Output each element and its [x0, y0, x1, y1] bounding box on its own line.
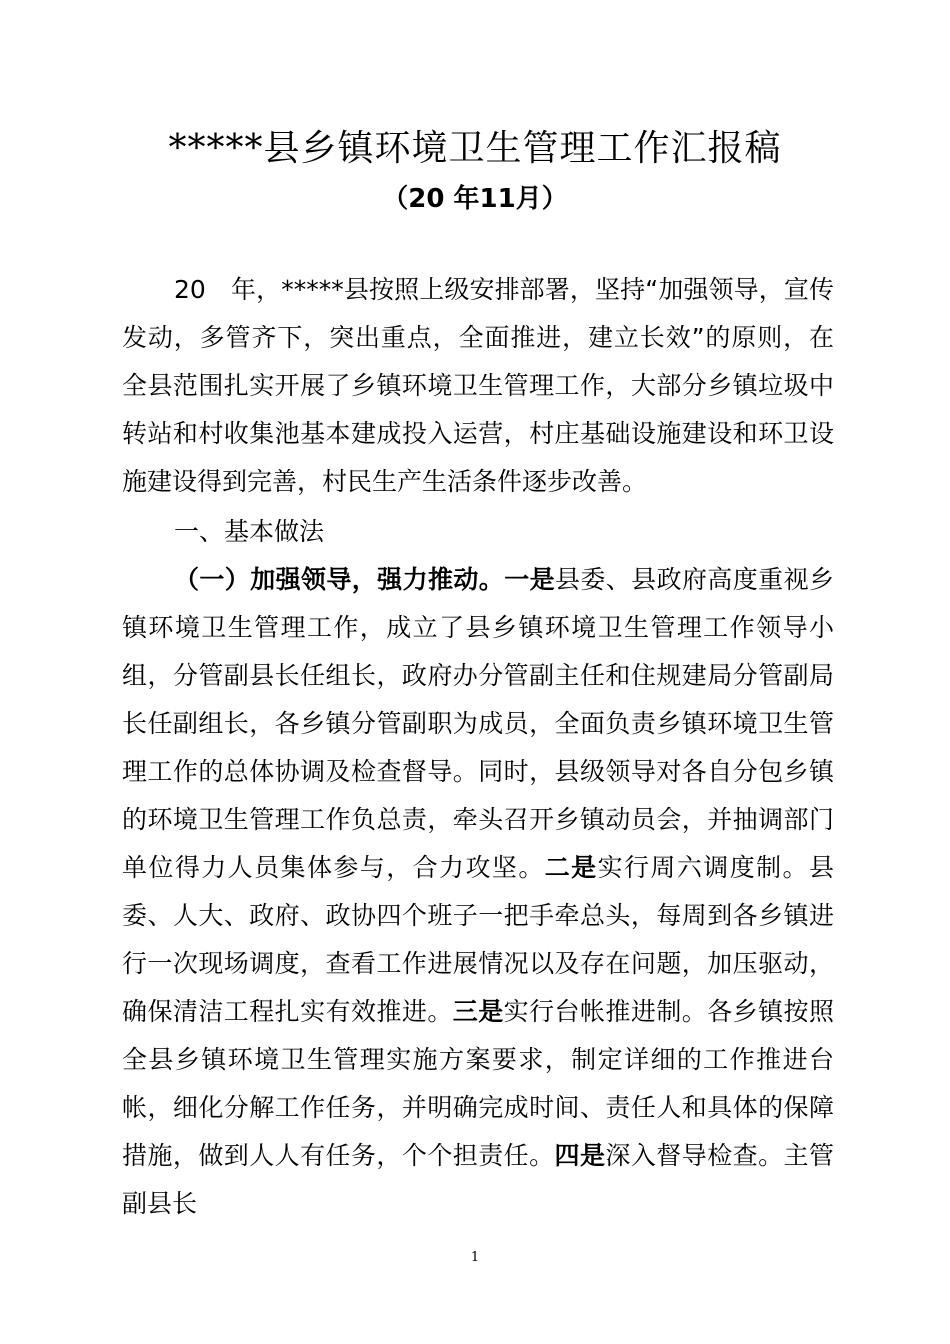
section-heading-basic-practices: 一、基本做法: [174, 517, 325, 546]
item-text-first: 县委、县政府高度重视乡镇环境卫生管理工作，成立了县乡镇环境卫生管理工作领导小组，分管副县长任组长，政府办分管副主任和住规建局分管副局长任副组长，各乡镇分管副职为成员，全面负责乡镇环境卫生管理工作的总体协调及检查督导。同时，县级领导对各自分包乡镇的环境卫生管理工作负总责，牵头召开乡镇动员会，并抽调部门单位得力人员集体参与，合力攻坚。: [122, 565, 834, 882]
page-number: 1: [470, 1250, 480, 1265]
item-label-second: 二是: [544, 853, 598, 882]
item-label-fourth: 四是: [554, 1141, 606, 1170]
subsection-heading: （一）加强领导，强力推动。: [174, 565, 505, 594]
item-text-third: 实行台帐推进制。各乡镇按照全县乡镇环境卫生管理实施方案要求，制定详细的工作推进台帐，细化分解工作任务，并明确完成时间、责任人和具体的保障措施，做到人人有任务，个个担责任。: [122, 997, 834, 1170]
item-label-first: 一是: [504, 565, 555, 594]
item-text-fourth: 深入督导检查。主管副县长: [122, 1141, 834, 1218]
document-title: *****县乡镇环境卫生管理工作汇报稿: [168, 128, 782, 169]
intro-paragraph: 20 年，*****县按照上级安排部署，坚持“加强领导，宣传发动，多管齐下，突出重点，全面推进，建立长效”的原则，在全县范围扎实开展了乡镇环境卫生管理工作，大部分乡镇垃圾中转站和村收集池基本建成投入运营，村庄基础设施建设和环卫设施建设得到完善，村民生产生活条件逐步改善。: [122, 275, 834, 496]
leadership-paragraph: [122, 556, 834, 1228]
document-date-subtitle: （20 年11月）: [382, 184, 568, 214]
item-label-third: 三是: [452, 997, 504, 1026]
item-text-second: 实行周六调度制。县委、人大、政府、政协四个班子一把手牵总头，每周到各乡镇进行一次现场调度，查看工作进展情况以及存在问题，加压驱动，确保清洁工程扎实有效推进。: [122, 853, 834, 1026]
